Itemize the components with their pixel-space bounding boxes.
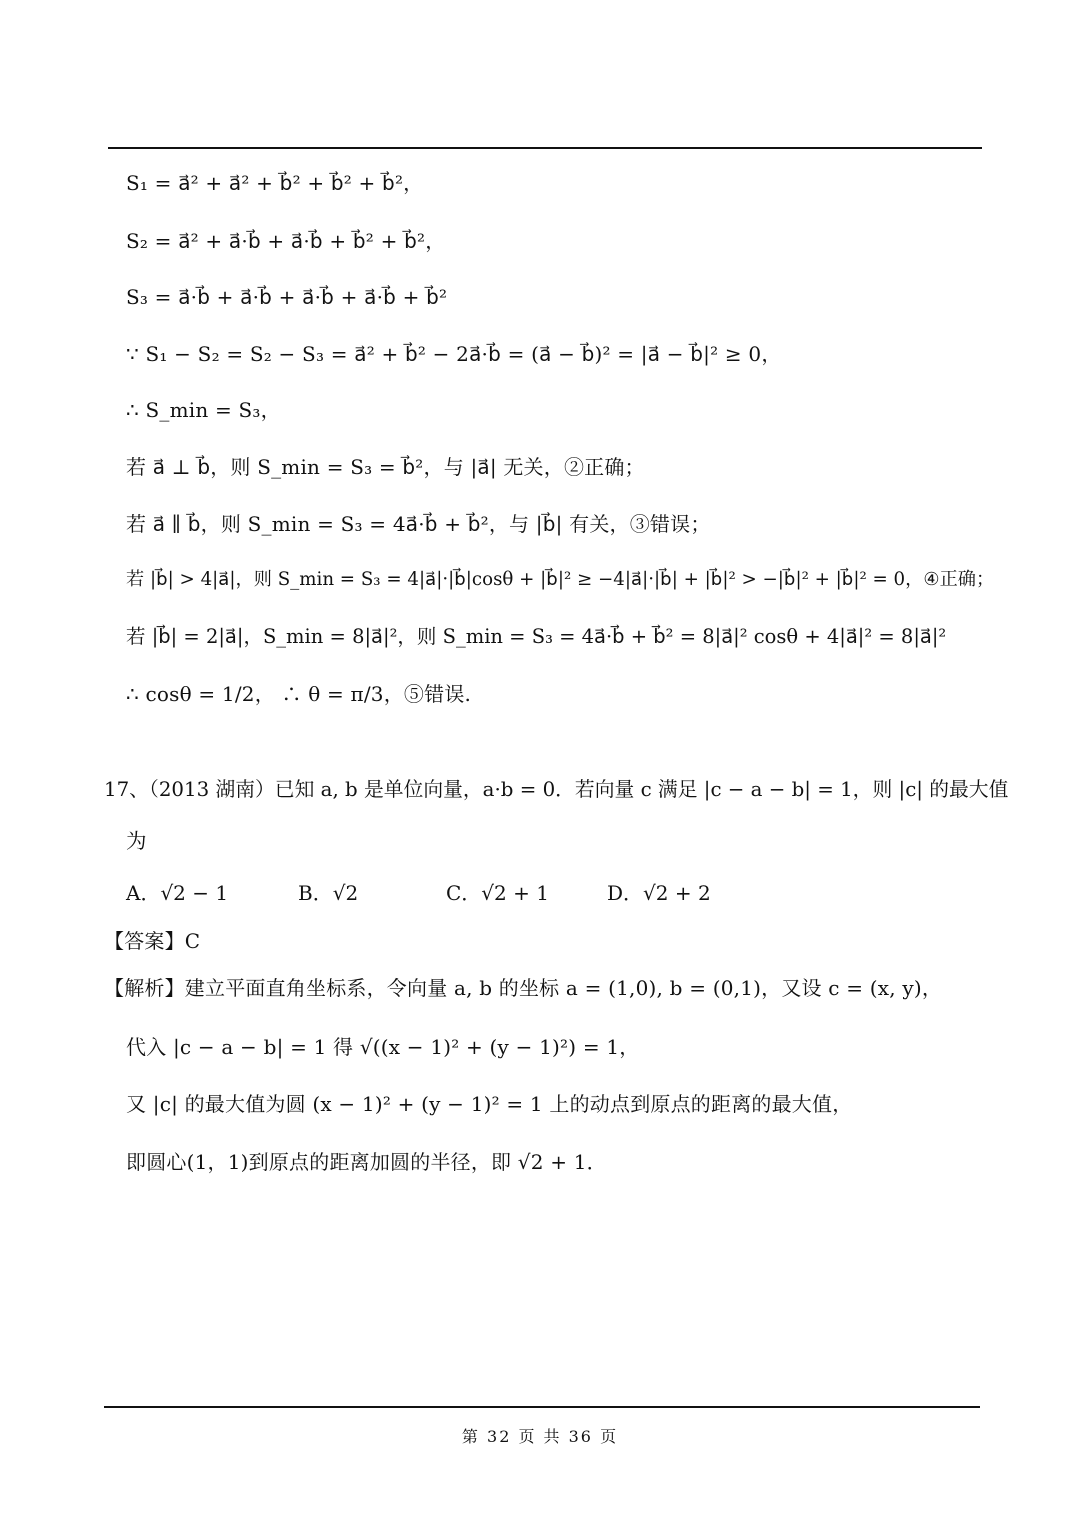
solution-line-conclusion: ∴ cosθ = 1/2， ∴ θ = π/3，⑤错误. <box>126 682 472 706</box>
page-number: 第 32 页 共 36 页 <box>461 1427 619 1446</box>
solution-line-smin: ∴ S_min = S₃， <box>126 398 281 422</box>
analysis-line-4: 即圆心(1，1)到原点的距离加圆的半径，即 √2 + 1． <box>126 1150 607 1174</box>
solution-line-s1: S₁ = a⃗² + a⃗² + b⃗² + b⃗² + b⃗²， <box>126 171 424 195</box>
option-c: C．√2 + 1 <box>446 881 549 905</box>
question-17-stem: 17、（2013 湖南）已知 a, b 是单位向量，a·b = 0．若向量 c 满足 |c − a − b| = 1，则 |c| 的最大值 <box>104 778 1009 801</box>
analysis-line-2: 代入 |c − a − b| = 1 得 √((x − 1)² + (y − 1)²) = 1， <box>126 1035 640 1059</box>
answer-line: 【答案】C <box>104 929 201 953</box>
question-17-stem-continued: 为 <box>126 829 147 853</box>
analysis-line-1: 【解析】建立平面直角坐标系，令向量 a, b 的坐标 a = (1,0), b = (0,1)，又设 c = (x, y)， <box>104 976 943 1000</box>
solution-line-difference: ∵ S₁ − S₂ = S₂ − S₃ = a⃗² + b⃗² − 2a⃗·b⃗ = (a⃗ − b⃗)² = |a⃗ − b⃗|² ≥ 0， <box>126 342 782 366</box>
solution-line-case-4: 若 |b⃗| > 4|a⃗|，则 S_min = S₃ = 4|a⃗|·|b⃗|cosθ + |b⃗|² ≥ −4|a⃗|·|b⃗| + |b⃗|² > −|b⃗|² + |b⃗|² = 0，④正确； <box>126 569 995 590</box>
solution-line-case-3: 若 a⃗ ∥ b⃗，则 S_min = S₃ = 4a⃗·b⃗ + b⃗²，与 |b⃗| 有关，③错误； <box>126 512 711 536</box>
solution-line-case-2: 若 a⃗ ⊥ b⃗，则 S_min = S₃ = b⃗²，与 |a⃗| 无关，②正确； <box>126 455 645 479</box>
option-d: D．√2 + 2 <box>607 881 711 905</box>
solution-line-s2: S₂ = a⃗² + a⃗·b⃗ + a⃗·b⃗ + b⃗² + b⃗²， <box>126 229 446 253</box>
solution-line-s3: S₃ = a⃗·b⃗ + a⃗·b⃗ + a⃗·b⃗ + a⃗·b⃗ + b⃗² <box>126 285 448 309</box>
option-a: A．√2 − 1 <box>126 881 229 905</box>
analysis-line-3: 又 |c| 的最大值为圆 (x − 1)² + (y − 1)² = 1 上的动点到原点的距离的最大值， <box>126 1092 853 1116</box>
option-b: B．√2 <box>298 881 359 905</box>
header-rule <box>108 147 982 149</box>
footer-rule <box>104 1406 980 1408</box>
solution-line-case-5: 若 |b⃗| = 2|a⃗|，S_min = 8|a⃗|²，则 S_min = S₃ = 4a⃗·b⃗ + b⃗² = 8|a⃗|² cosθ + 4|a⃗|² = 8|a⃗|² <box>126 625 947 648</box>
